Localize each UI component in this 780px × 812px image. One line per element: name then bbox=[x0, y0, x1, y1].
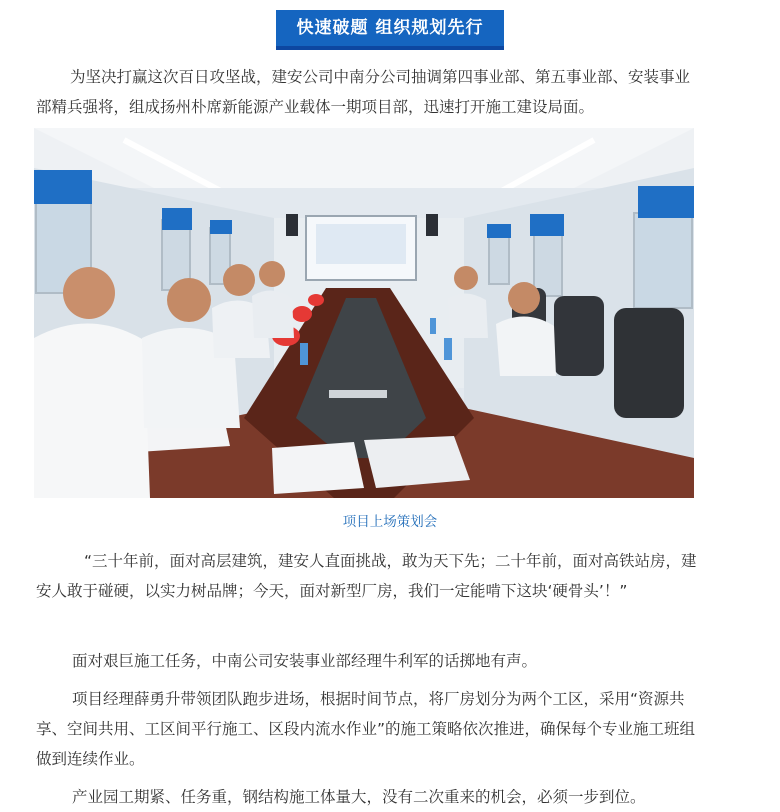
paragraph-plan: 项目经理薛勇升带领团队跑步进场，根据时间节点，将厂房划分为两个工区，采用“资源共享、空间共用、工区间平行施工、区段内流水作业”的施工策略依次推进，确保每个专业施工班组做到连续作业。 bbox=[36, 690, 696, 768]
meeting-photo bbox=[34, 128, 694, 498]
paragraph-intro: 为坚决打赢这次百日攻坚战，建安公司中南分公司抽调第四事业部、第五事业部、安装事业部精兵强将，组成扬州朴席新能源产业载体一期项目部，迅速打开施工建设局面。 bbox=[36, 68, 691, 116]
paragraph-closing: 产业园工期紧、任务重，钢结构施工体量大，没有二次重来的机会，必须一步到位。 bbox=[72, 788, 646, 806]
section-banner: 快速破题 组织规划先行 bbox=[276, 10, 504, 50]
paragraph-statement: 面对艰巨施工任务，中南公司安装事业部经理牛利军的话掷地有声。 bbox=[72, 652, 538, 670]
section-banner-wrapper bbox=[0, 10, 780, 50]
photo-caption: 项目上场策划会 bbox=[342, 514, 438, 530]
paragraph-quote: “三十年前，面对高层建筑，建安人直面挑战，敢为天下先；二十年前，面对高铁站房，建安人敢于碰硬，以实力树品牌；今天，面对新型厂房，我们一定能啃下这块‘硬骨头’！” bbox=[36, 552, 697, 600]
meeting-room-illustration bbox=[34, 128, 694, 498]
